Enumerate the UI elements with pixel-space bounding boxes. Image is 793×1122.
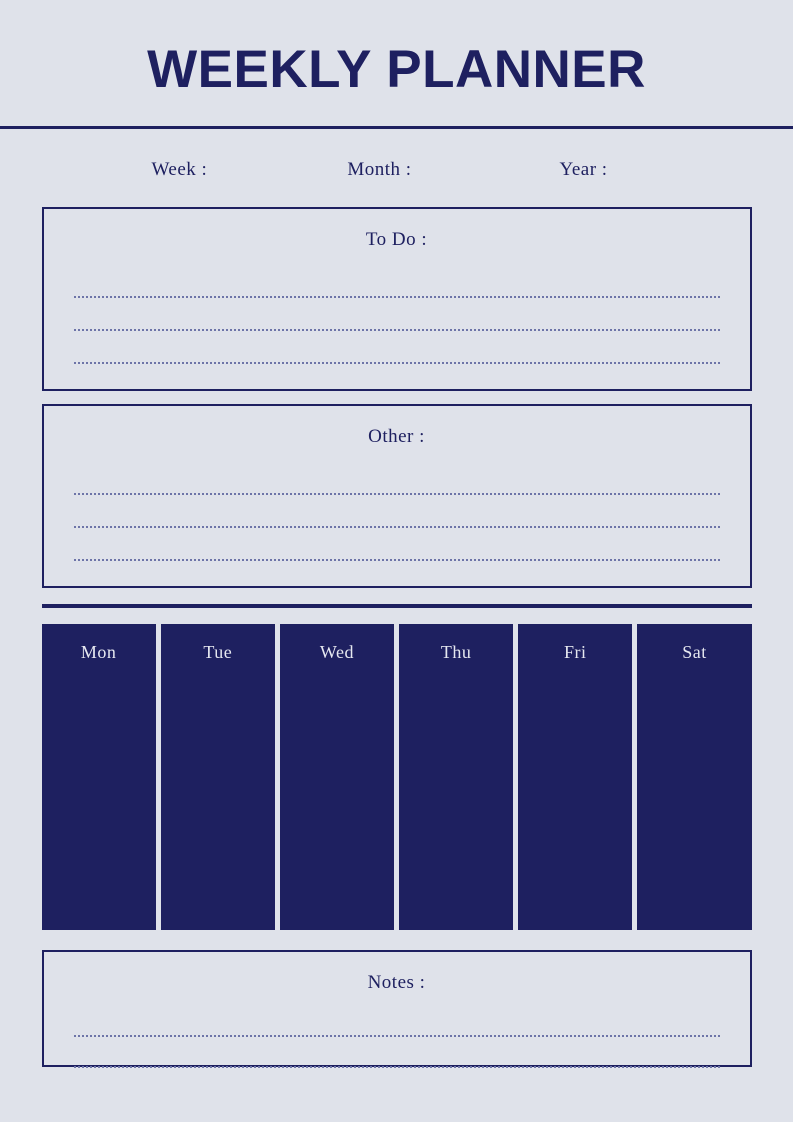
day-label: Mon: [80, 641, 117, 662]
notes-section: [42, 950, 752, 1067]
other-label: Other :: [368, 425, 425, 447]
todo-line[interactable]: [74, 331, 720, 364]
day-label: Tue: [203, 641, 233, 662]
day-label: Fri: [564, 641, 587, 662]
day-column-mon[interactable]: [42, 624, 156, 930]
year-label[interactable]: Year :: [559, 158, 608, 180]
other-line[interactable]: [74, 495, 720, 528]
other-line[interactable]: [74, 528, 720, 561]
page-title: WEEKLY PLANNER: [147, 40, 646, 99]
notes-label: Notes :: [367, 971, 426, 993]
day-column-fri[interactable]: [518, 624, 632, 930]
other-line[interactable]: [74, 462, 720, 495]
other-section: [42, 404, 752, 588]
notes-lines: [44, 994, 750, 1068]
week-label[interactable]: Week :: [151, 158, 208, 180]
todo-lines: [44, 251, 750, 364]
day-column-sat[interactable]: [637, 624, 751, 930]
todo-label: To Do :: [365, 228, 428, 250]
day-label: Wed: [319, 641, 354, 662]
day-label: Thu: [440, 641, 472, 662]
todo-section: [42, 207, 752, 391]
notes-line[interactable]: [74, 1037, 720, 1068]
section-divider: [42, 604, 752, 608]
todo-line[interactable]: [74, 298, 720, 331]
meta-row: [42, 129, 752, 181]
todo-line[interactable]: [74, 265, 720, 298]
day-label: Sat: [682, 641, 707, 662]
day-column-tue[interactable]: [161, 624, 275, 930]
week-grid: [42, 624, 752, 930]
notes-line[interactable]: [74, 1006, 720, 1037]
day-column-thu[interactable]: [399, 624, 513, 930]
day-column-wed[interactable]: [280, 624, 394, 930]
month-label[interactable]: Month :: [347, 158, 412, 180]
other-lines: [44, 448, 750, 561]
